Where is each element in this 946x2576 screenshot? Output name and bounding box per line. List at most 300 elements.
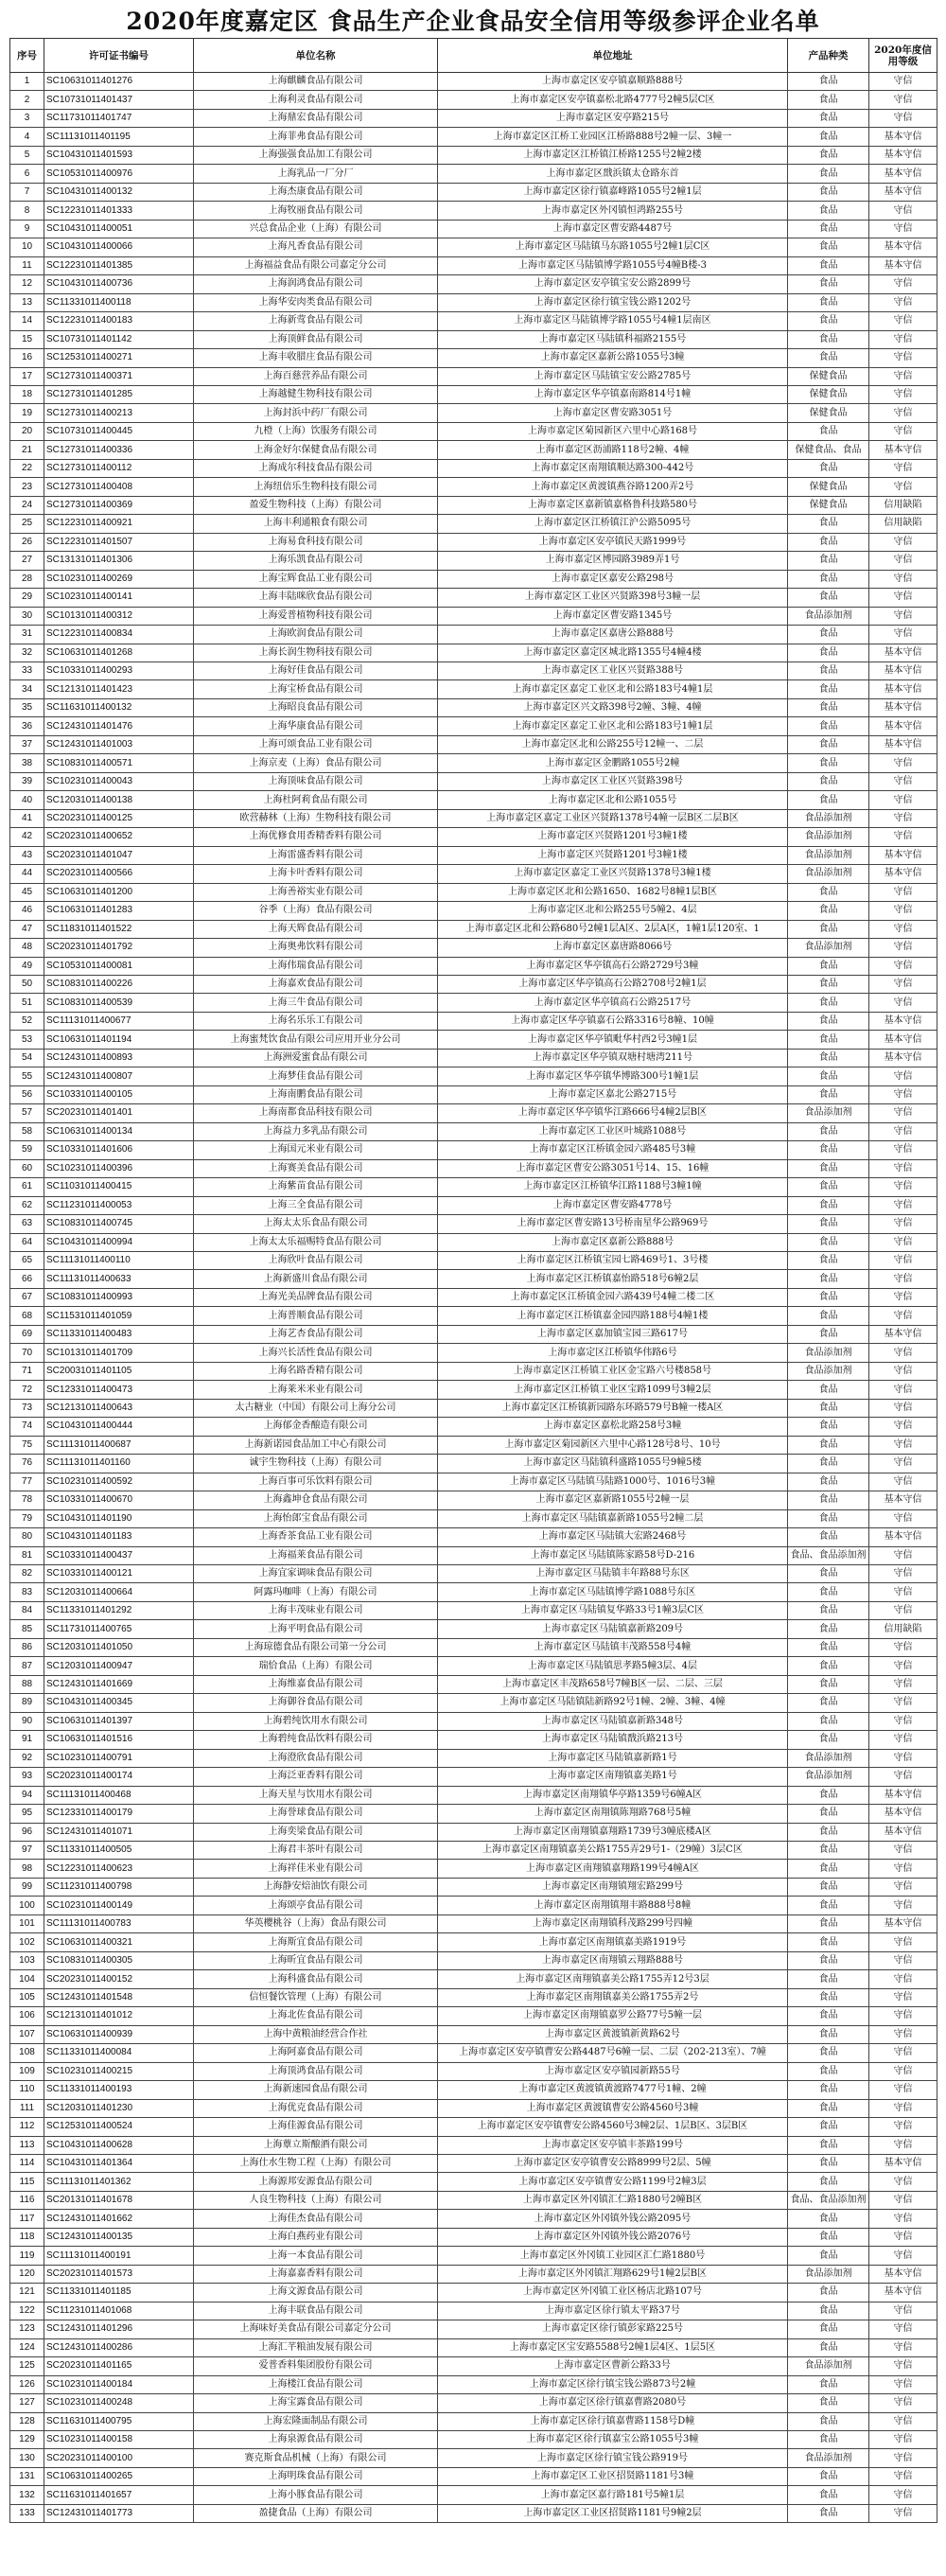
cell-address: 上海市嘉定区嘉新公路1055号3幢 <box>438 349 788 367</box>
cell-license: SC10831011400745 <box>44 1215 194 1233</box>
cell-serial: 68 <box>10 1307 44 1325</box>
cell-credit-level: 守信 <box>869 902 937 920</box>
table-row <box>10 2044 937 2062</box>
table-row <box>10 846 937 864</box>
cell-company: 上海越健生物科技有限公司 <box>194 385 438 403</box>
cell-company: 上海颂亭食品有限公司 <box>194 1897 438 1914</box>
cell-serial: 129 <box>10 2431 44 2449</box>
cell-company: 上海卡叶香料有限公司 <box>194 865 438 883</box>
cell-company: 上海三全食品有限公司 <box>194 1196 438 1214</box>
cell-company: 上海优修食用香精香料有限公司 <box>194 828 438 846</box>
cell-license: SC10331011400293 <box>44 662 194 680</box>
table-row <box>10 1583 937 1601</box>
cell-address: 上海市嘉定区徐行镇宝钱公路873号2幢 <box>438 2375 788 2393</box>
cell-credit-level: 守信 <box>869 1473 937 1491</box>
cell-product-type: 食品添加剂 <box>788 2357 869 2375</box>
cell-serial: 114 <box>10 2154 44 2172</box>
table-row <box>10 2062 937 2080</box>
cell-product-type: 食品添加剂 <box>788 865 869 883</box>
cell-company: 上海静安焙油饮有限公司 <box>194 1878 438 1896</box>
cell-license: SC12731011400112 <box>44 459 194 477</box>
table-row <box>10 2081 937 2099</box>
cell-serial: 89 <box>10 1694 44 1712</box>
cell-address: 上海市嘉定区华亭镇华博路300号1幢1层 <box>438 1067 788 1085</box>
cell-license: SC20231011401401 <box>44 1104 194 1122</box>
table-row <box>10 1141 937 1159</box>
cell-credit-level: 守信 <box>869 2118 937 2136</box>
cell-license: SC12431011401669 <box>44 1675 194 1693</box>
cell-product-type: 食品 <box>788 2081 869 2099</box>
cell-credit-level: 守信 <box>869 1601 937 1619</box>
cell-company: 上海欧润食品有限公司 <box>194 626 438 644</box>
cell-product-type: 食品 <box>788 1418 869 1436</box>
cell-company: 瑞恰食品（上海）有限公司 <box>194 1657 438 1675</box>
cell-serial: 123 <box>10 2320 44 2338</box>
table-row <box>10 2099 937 2117</box>
cell-address: 上海市嘉定区曹安路13号桥南星华公路969号 <box>438 1215 788 1233</box>
cell-company: 上海南都食品科技有限公司 <box>194 1104 438 1122</box>
cell-product-type: 食品 <box>788 238 869 256</box>
cell-product-type: 食品 <box>788 1897 869 1914</box>
cell-serial: 35 <box>10 698 44 716</box>
cell-address: 上海市嘉定区戬浜镇太仓路东首 <box>438 165 788 183</box>
cell-serial: 88 <box>10 1675 44 1693</box>
cell-company: 上海普顺食品有限公司 <box>194 1307 438 1325</box>
cell-company: 上海长润生物科技有限公司 <box>194 644 438 662</box>
table-row <box>10 1601 937 1619</box>
cell-company: 上海昭良食品有限公司 <box>194 698 438 716</box>
cell-address: 上海市嘉定区徐行镇嘉宝公路1055号3幢 <box>438 2431 788 2449</box>
cell-company: 上海碧纯饮用水有限公司 <box>194 1712 438 1730</box>
cell-license: SC11531011401059 <box>44 1307 194 1325</box>
cell-credit-level: 守信 <box>869 2486 937 2504</box>
cell-license: SC10431011400628 <box>44 2136 194 2154</box>
cell-company: 上海泛亚香料有限公司 <box>194 1768 438 1786</box>
table-row <box>10 256 937 274</box>
cell-address: 上海市嘉定区金鹏路1055号2幢 <box>438 754 788 772</box>
cell-license: SC10731011401142 <box>44 330 194 348</box>
cell-serial: 112 <box>10 2118 44 2136</box>
cell-license: SC10431011400736 <box>44 275 194 293</box>
cell-serial: 10 <box>10 238 44 256</box>
cell-address: 上海市嘉定区嘉定工业区兴贤路1378号4幢一层B区二层B区 <box>438 809 788 827</box>
cell-license: SC11231011400798 <box>44 1878 194 1896</box>
cell-company: 上海仕水生物工程（上海）有限公司 <box>194 2154 438 2172</box>
cell-credit-level: 守信 <box>869 1362 937 1380</box>
cell-address: 上海市嘉定区菊园新区六里中心路128号8号、10号 <box>438 1436 788 1454</box>
cell-product-type: 食品 <box>788 2284 869 2302</box>
cell-license: SC12131011400643 <box>44 1399 194 1417</box>
cell-company: 上海洲爱蜜食品有限公司 <box>194 1049 438 1067</box>
cell-serial: 125 <box>10 2357 44 2375</box>
cell-license: SC10431011401364 <box>44 2154 194 2172</box>
cell-credit-level: 基本守信 <box>869 2154 937 2172</box>
cell-product-type: 食品添加剂 <box>788 2265 869 2283</box>
cell-address: 上海市嘉定区马陆镇嘉新路209号 <box>438 1620 788 1638</box>
cell-product-type: 食品 <box>788 1951 869 1969</box>
table-row <box>10 1712 937 1730</box>
cell-address: 上海市嘉定区外冈镇汇仁路1880号2幢B区 <box>438 2191 788 2209</box>
cell-credit-level: 基本守信 <box>869 146 937 164</box>
cell-company: 上海奕梁食品有限公司 <box>194 1823 438 1841</box>
cell-address: 上海市嘉定区嘉加镇宝园三路617号 <box>438 1325 788 1343</box>
cell-company: 上海百慈营养品有限公司 <box>194 367 438 385</box>
cell-license: SC12231011400623 <box>44 1860 194 1878</box>
cell-address: 上海市嘉定区曹安路1345号 <box>438 607 788 625</box>
cell-credit-level: 守信 <box>869 2228 937 2246</box>
cell-company: 九橙（上海）饮服务有限公司 <box>194 422 438 440</box>
cell-product-type: 食品 <box>788 349 869 367</box>
cell-license: SC10431011400345 <box>44 1694 194 1712</box>
cell-credit-level: 守信 <box>869 2191 937 2209</box>
cell-credit-level: 守信 <box>869 1731 937 1749</box>
cell-address: 上海市嘉定区安亭镇曹安公路1199号2幢3层 <box>438 2173 788 2191</box>
cell-serial: 58 <box>10 1122 44 1140</box>
table-row <box>10 1362 937 1380</box>
cell-credit-level: 守信 <box>869 994 937 1012</box>
cell-credit-level: 守信 <box>869 552 937 570</box>
cell-license: SC11131011400687 <box>44 1436 194 1454</box>
cell-serial: 2 <box>10 91 44 109</box>
cell-address: 上海市嘉定区安亭镇丰茶路199号 <box>438 2136 788 2154</box>
table-row <box>10 1159 937 1177</box>
cell-license: SC10431011400994 <box>44 1233 194 1251</box>
cell-license: SC12431011400807 <box>44 1067 194 1085</box>
cell-serial: 63 <box>10 1215 44 1233</box>
cell-serial: 128 <box>10 2412 44 2430</box>
cell-credit-level: 基本守信 <box>869 2265 937 2283</box>
cell-product-type: 食品 <box>788 1270 869 1288</box>
cell-address: 上海市嘉定区华亭镇嘉南路814号1幢 <box>438 385 788 403</box>
table-row <box>10 1325 937 1343</box>
cell-product-type: 保健食品 <box>788 385 869 403</box>
cell-product-type: 食品 <box>788 1914 869 1932</box>
cell-company: 上海泉源食品有限公司 <box>194 2431 438 2449</box>
cell-credit-level: 守信 <box>869 754 937 772</box>
cell-company: 上海平明食品有限公司 <box>194 1620 438 1638</box>
cell-product-type: 食品 <box>788 2044 869 2062</box>
cell-serial: 12 <box>10 275 44 293</box>
cell-product-type: 食品 <box>788 754 869 772</box>
cell-product-type: 食品 <box>788 1712 869 1730</box>
cell-address: 上海市嘉定区博园路3989弄1号 <box>438 552 788 570</box>
cell-license: SC20031011401105 <box>44 1362 194 1380</box>
cell-credit-level: 基本守信 <box>869 183 937 201</box>
cell-credit-level: 守信 <box>869 570 937 588</box>
table-row <box>10 1933 937 1951</box>
cell-product-type: 食品 <box>788 165 869 183</box>
cell-address: 上海市嘉定区嘉北公路2715号 <box>438 1085 788 1103</box>
table-row <box>10 1104 937 1122</box>
table-row <box>10 312 937 330</box>
cell-company: 上海汇芊粮油发展有限公司 <box>194 2338 438 2356</box>
cell-address: 上海市嘉定区外冈镇工业区杨店北路107号 <box>438 2284 788 2302</box>
cell-license: SC11631011400795 <box>44 2412 194 2430</box>
table-row <box>10 1786 937 1804</box>
cell-address: 上海市嘉定区徐行镇彭家路225号 <box>438 2320 788 2338</box>
table-row <box>10 570 937 588</box>
cell-address: 上海市嘉定区黄渡镇燕谷路1200弄2号 <box>438 478 788 496</box>
cell-serial: 110 <box>10 2081 44 2099</box>
cell-credit-level: 守信 <box>869 1141 937 1159</box>
cell-credit-level: 基本守信 <box>869 128 937 146</box>
cell-license: SC10431011401593 <box>44 146 194 164</box>
cell-license: SC10631011401276 <box>44 73 194 91</box>
cell-product-type: 食品 <box>788 1067 869 1085</box>
cell-license: SC12031011401050 <box>44 1638 194 1656</box>
cell-license: SC12231011401333 <box>44 202 194 220</box>
cell-credit-level: 守信 <box>869 1657 937 1675</box>
cell-credit-level: 守信 <box>869 1675 937 1693</box>
cell-address: 上海市嘉定区嘉新镇嘉格鲁科技路580号 <box>438 496 788 514</box>
cell-address: 上海市嘉定区菊园新区六里中心路168号 <box>438 422 788 440</box>
cell-address: 上海市嘉定区马陆镇博学路1055号4幢B楼-3 <box>438 256 788 274</box>
cell-credit-level: 基本守信 <box>869 441 937 459</box>
cell-license: SC20231011400566 <box>44 865 194 883</box>
cell-credit-level: 守信 <box>869 2062 937 2080</box>
cell-address: 上海市嘉定区华亭镇高石公路2729号3幢 <box>438 957 788 975</box>
cell-product-type: 食品 <box>788 2338 869 2356</box>
cell-license: SC11131011400783 <box>44 1914 194 1932</box>
table-row <box>10 1288 937 1306</box>
cell-credit-level: 守信 <box>869 1196 937 1214</box>
cell-license: SC20231011400100 <box>44 2449 194 2467</box>
cell-product-type: 食品 <box>788 644 869 662</box>
cell-credit-level: 守信 <box>869 91 937 109</box>
table-header-row <box>10 39 937 73</box>
cell-credit-level: 守信 <box>869 2173 937 2191</box>
cell-credit-level: 守信 <box>869 312 937 330</box>
cell-address: 上海市嘉定区马陆镇思孝路5幢3层、4层 <box>438 1657 788 1675</box>
cell-company: 上海北佐食品有限公司 <box>194 2007 438 2025</box>
cell-license: SC20231011401792 <box>44 939 194 957</box>
table-row <box>10 1418 937 1436</box>
cell-product-type: 食品 <box>788 1675 869 1693</box>
table-row <box>10 1860 937 1878</box>
cell-address: 上海市嘉定区外冈镇工业园区汇仁路1880号 <box>438 2247 788 2265</box>
cell-license: SC11131011401160 <box>44 1455 194 1473</box>
cell-license: SC11331011400193 <box>44 2081 194 2099</box>
cell-serial: 29 <box>10 589 44 607</box>
table-row <box>10 957 937 975</box>
cell-credit-level: 守信 <box>869 2320 937 2338</box>
cell-license: SC11331011400118 <box>44 293 194 311</box>
cell-credit-level: 信用缺陷 <box>869 515 937 533</box>
cell-address: 上海市嘉定区南翔镇嘉翔路199号4幢A区 <box>438 1860 788 1878</box>
cell-serial: 18 <box>10 385 44 403</box>
cell-credit-level: 守信 <box>869 1878 937 1896</box>
cell-credit-level: 基本守信 <box>869 238 937 256</box>
table-row <box>10 404 937 422</box>
cell-address: 上海市嘉定区华亭镇嘉石公路3316号8幢、10幢 <box>438 1012 788 1030</box>
table-row <box>10 183 937 201</box>
cell-address: 上海市嘉定区南翔镇翔丰路888号8幢 <box>438 1897 788 1914</box>
cell-company: 上海琼德食品有限公司第一分公司 <box>194 1638 438 1656</box>
cell-company: 上海澄欣食品有限公司 <box>194 1749 438 1767</box>
cell-address: 上海市嘉定区南翔镇科茂路299号四幢 <box>438 1914 788 1932</box>
cell-credit-level: 守信 <box>869 478 937 496</box>
cell-credit-level: 守信 <box>869 1509 937 1527</box>
cell-credit-level: 守信 <box>869 2467 937 2485</box>
cell-serial: 21 <box>10 441 44 459</box>
cell-serial: 78 <box>10 1491 44 1509</box>
cell-license: SC20231011401047 <box>44 846 194 864</box>
cell-address: 上海市嘉定区南翔镇陈翔路768号5幢 <box>438 1805 788 1823</box>
cell-product-type: 食品 <box>788 1178 869 1196</box>
table-row <box>10 1509 937 1527</box>
table-row <box>10 626 937 644</box>
table-row <box>10 994 937 1012</box>
cell-company: 上海文源食品有限公司 <box>194 2284 438 2302</box>
cell-product-type: 食品添加剂 <box>788 1344 869 1362</box>
cell-license: SC10631011400939 <box>44 2025 194 2043</box>
cell-product-type: 食品 <box>788 2412 869 2430</box>
cell-serial: 62 <box>10 1196 44 1214</box>
cell-credit-level: 守信 <box>869 2357 937 2375</box>
cell-address: 上海市嘉定区马陆镇丰年路88号东区 <box>438 1564 788 1582</box>
cell-address: 上海市嘉定区嘉新路1055号2幢一层 <box>438 1491 788 1509</box>
cell-license: SC11131011400633 <box>44 1270 194 1288</box>
cell-company: 赛克斯食品机械（上海）有限公司 <box>194 2449 438 2467</box>
cell-company: 上海益力多乳品有限公司 <box>194 1122 438 1140</box>
cell-credit-level: 基本守信 <box>869 1805 937 1823</box>
cell-serial: 98 <box>10 1860 44 1878</box>
cell-serial: 120 <box>10 2265 44 2283</box>
cell-address: 上海市嘉定区江桥镇金园六路485号3幢 <box>438 1141 788 1159</box>
cell-license: SC12431011401071 <box>44 1823 194 1841</box>
cell-company: 诚宇生物科技（上海）有限公司 <box>194 1455 438 1473</box>
cell-company: 上海金好尔保健食品有限公司 <box>194 441 438 459</box>
cell-product-type: 食品 <box>788 570 869 588</box>
cell-serial: 132 <box>10 2486 44 2504</box>
table-row <box>10 1694 937 1712</box>
cell-company: 上海明珠食品有限公司 <box>194 2467 438 2485</box>
cell-serial: 84 <box>10 1601 44 1619</box>
cell-address: 上海市嘉定区嘉唐路8066号 <box>438 939 788 957</box>
table-row <box>10 717 937 735</box>
cell-product-type: 保健食品 <box>788 478 869 496</box>
cell-company: 爱普香料集团股份有限公司 <box>194 2357 438 2375</box>
cell-credit-level: 守信 <box>869 2210 937 2228</box>
cell-license: SC12731011400369 <box>44 496 194 514</box>
table-row <box>10 1546 937 1564</box>
cell-license: SC10231011400592 <box>44 1473 194 1491</box>
cell-address: 上海市嘉定区徐行镇嘉曹路2080号 <box>438 2394 788 2412</box>
cell-serial: 75 <box>10 1436 44 1454</box>
cell-credit-level: 基本守信 <box>869 1031 937 1049</box>
table-row <box>10 2136 937 2154</box>
cell-license: SC11331011400483 <box>44 1325 194 1343</box>
cell-address: 上海市嘉定区黄渡镇黄渡路7477号1幢、2幢 <box>438 2081 788 2099</box>
cell-credit-level: 基本守信 <box>869 256 937 274</box>
table-row <box>10 865 937 883</box>
cell-address: 上海市嘉定区马陆镇科福路2155号 <box>438 330 788 348</box>
cell-license: SC12731011400408 <box>44 478 194 496</box>
table-row <box>10 91 937 109</box>
cell-credit-level: 守信 <box>869 1178 937 1196</box>
cell-company: 上海封浜中药厂有限公司 <box>194 404 438 422</box>
cell-serial: 36 <box>10 717 44 735</box>
cell-company: 上海乳品一厂分厂 <box>194 165 438 183</box>
cell-credit-level: 守信 <box>869 202 937 220</box>
table-row <box>10 1675 937 1693</box>
cell-company: 上海名路香精有限公司 <box>194 1362 438 1380</box>
cell-product-type: 食品 <box>788 1215 869 1233</box>
table-row <box>10 1657 937 1675</box>
cell-license: SC10331011400121 <box>44 1564 194 1582</box>
cell-company: 上海丰联食品有限公司 <box>194 2302 438 2320</box>
table-row <box>10 128 937 146</box>
cell-company: 信恒餐饮管理（上海）有限公司 <box>194 1988 438 2006</box>
cell-license: SC10631011400265 <box>44 2467 194 2485</box>
cell-license: SC11131011400677 <box>44 1012 194 1030</box>
cell-serial: 116 <box>10 2191 44 2209</box>
cell-address: 上海市嘉定区马陆镇博学路1055号4幢1层南区 <box>438 312 788 330</box>
cell-serial: 37 <box>10 735 44 753</box>
cell-credit-level: 守信 <box>869 1399 937 1417</box>
cell-address: 上海市嘉定区曹安路4778号 <box>438 1196 788 1214</box>
cell-company: 上海杰康食品有限公司 <box>194 183 438 201</box>
table-row <box>10 238 937 256</box>
cell-serial: 44 <box>10 865 44 883</box>
cell-address: 上海市嘉定区马陆镇嘉新路1号 <box>438 1749 788 1767</box>
cell-company: 上海三牛食品有限公司 <box>194 994 438 1012</box>
cell-product-type: 食品 <box>788 1233 869 1251</box>
cell-license: SC10231011400149 <box>44 1897 194 1914</box>
cell-serial: 28 <box>10 570 44 588</box>
cell-address: 上海市嘉定区安亭镇园新路55号 <box>438 2062 788 2080</box>
cell-address: 上海市嘉定区嘉定工业区兴贤路1378号3幢1楼 <box>438 865 788 883</box>
cell-address: 上海市嘉定区嘉松北路258号3幢 <box>438 1418 788 1436</box>
cell-company: 上海天辉食品有限公司 <box>194 920 438 938</box>
cell-company: 上海京麦（上海）食品有限公司 <box>194 754 438 772</box>
table-row <box>10 2449 937 2467</box>
cell-serial: 8 <box>10 202 44 220</box>
table-row <box>10 109 937 127</box>
cell-company: 人良生物科技（上海）有限公司 <box>194 2191 438 2209</box>
cell-serial: 60 <box>10 1159 44 1177</box>
table-row <box>10 1067 937 1085</box>
cell-credit-level: 守信 <box>869 1455 937 1473</box>
cell-company: 上海新速园食品有限公司 <box>194 2081 438 2099</box>
table-row <box>10 2173 937 2191</box>
table-row <box>10 1620 937 1638</box>
cell-credit-level: 守信 <box>869 1270 937 1288</box>
cell-serial: 133 <box>10 2504 44 2522</box>
cell-serial: 17 <box>10 367 44 385</box>
cell-address: 上海市嘉定区南翔镇嘉美路1号 <box>438 1768 788 1786</box>
cell-address: 上海市嘉定区南翔镇嘉翔路1739号3幢底楼A区 <box>438 1823 788 1841</box>
cell-serial: 52 <box>10 1012 44 1030</box>
cell-license: SC10331011400437 <box>44 1546 194 1564</box>
cell-address: 上海市嘉定区安亭镇曹安公路8999号2层、5幢 <box>438 2154 788 2172</box>
cell-credit-level: 守信 <box>869 459 937 477</box>
cell-address: 上海市嘉定区外冈镇汇翔路629号1幢2层B区 <box>438 2265 788 2283</box>
cell-address: 上海市嘉定区江桥镇工业区金宝路六号楼858号 <box>438 1362 788 1380</box>
cell-company: 上海紫苗食品有限公司 <box>194 1178 438 1196</box>
cell-serial: 80 <box>10 1528 44 1546</box>
table-row <box>10 1049 937 1067</box>
header-license: 许可证书编号 <box>44 39 194 73</box>
cell-address: 上海市嘉定区安亭镇曹安公路4487号6幢一层、二层（202-213室）、7幢 <box>438 2044 788 2062</box>
cell-credit-level: 守信 <box>869 1418 937 1436</box>
cell-serial: 117 <box>10 2210 44 2228</box>
cell-product-type: 食品 <box>788 2099 869 2117</box>
cell-license: SC12431011400135 <box>44 2228 194 2246</box>
cell-license: SC10831011400305 <box>44 1951 194 1969</box>
cell-company: 上海艺杏食品有限公司 <box>194 1325 438 1343</box>
cell-serial: 67 <box>10 1288 44 1306</box>
